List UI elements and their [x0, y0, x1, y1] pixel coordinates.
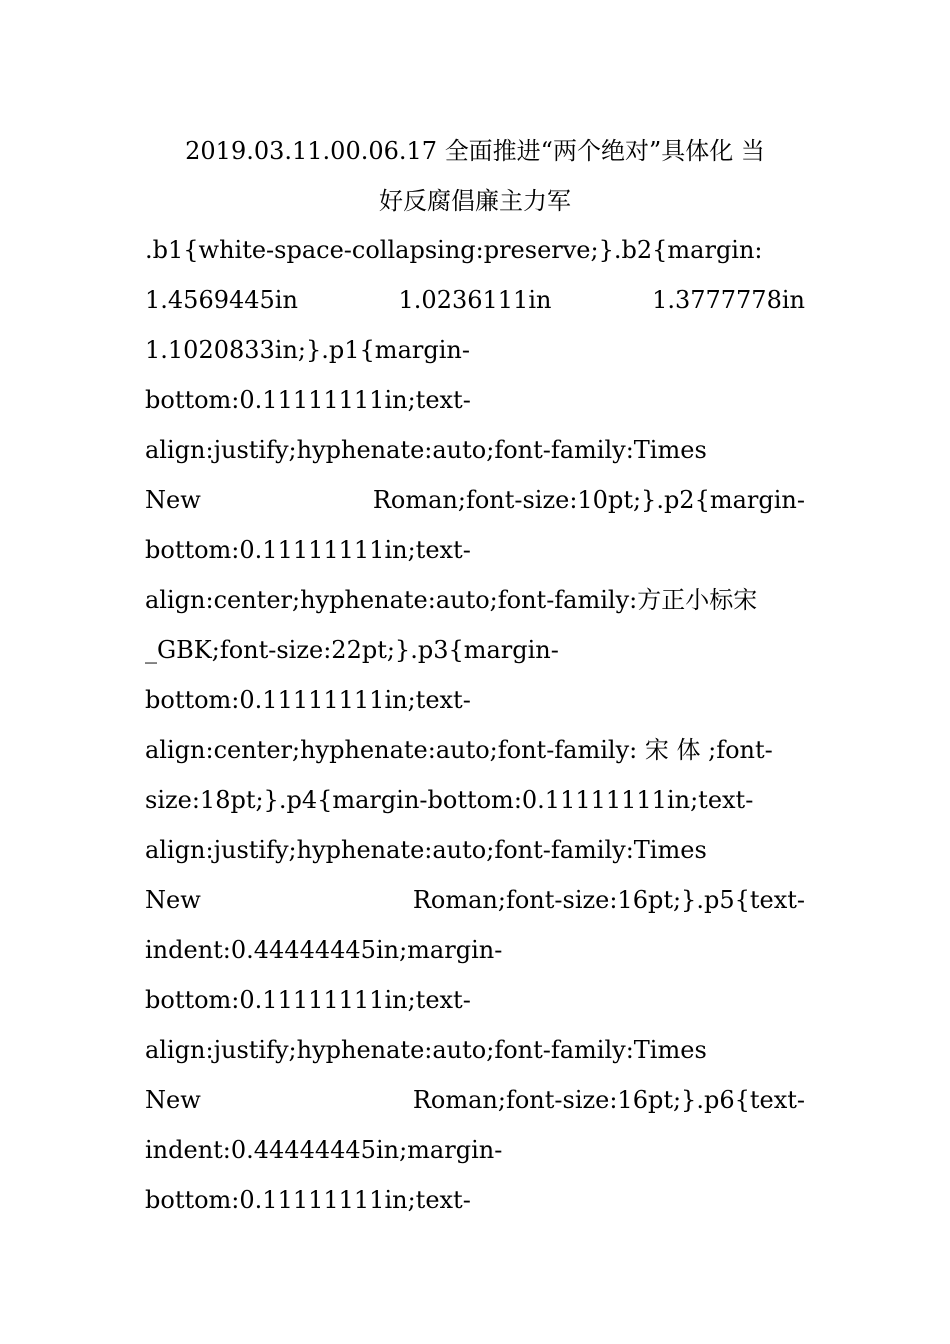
font-name-part-5: New — [145, 1086, 201, 1114]
body-line-18 — [145, 1075, 805, 1125]
body-line-12: size:18pt;}.p4{margin-bottom:0.11111111in;text- — [145, 786, 754, 814]
body-line-14 — [145, 875, 805, 925]
font-name-part-4: Roman;font-size:16pt;}.p5{text- — [412, 886, 805, 914]
body-line-2 — [145, 275, 805, 325]
body-line-6 — [145, 475, 805, 525]
body-line-19: indent:0.44444445in;margin- — [145, 1136, 503, 1164]
body-line-8: align:center;hyphenate:auto;font-family:方正小标宋 — [145, 586, 758, 614]
body-line-7: bottom:0.11111111in;text- — [145, 536, 471, 564]
body-line-20: bottom:0.11111111in;text- — [145, 1186, 471, 1214]
document-title-line-2: 好反腐倡廉主力军 — [379, 187, 571, 215]
body-line-5: align:justify;hyphenate:auto;font-family:Times — [145, 436, 707, 464]
margin-value-3: 1.3777778in — [652, 286, 805, 314]
font-name-part-6: Roman;font-size:16pt;}.p6{text- — [412, 1086, 805, 1114]
document-title-line-1: 2019.03.11.00.06.17 全面推进“两个绝对”具体化 当 — [185, 137, 765, 165]
margin-value-1: 1.4569445in — [145, 286, 298, 314]
margin-value-2: 1.0236111in — [398, 286, 552, 314]
body-line-10: bottom:0.11111111in;text- — [145, 686, 471, 714]
font-name-part-3: New — [145, 886, 201, 914]
body-line-1: .b1{white-space-collapsing:preserve;}.b2{margin: — [145, 236, 763, 264]
font-name-part-2: Roman;font-size:10pt;}.p2{margin- — [372, 486, 805, 514]
font-name-part-1: New — [145, 486, 201, 514]
body-line-4: bottom:0.11111111in;text- — [145, 386, 471, 414]
body-line-9: _GBK;font-size:22pt;}.p3{margin- — [145, 636, 559, 664]
body-line-16: bottom:0.11111111in;text- — [145, 986, 471, 1014]
body-line-13: align:justify;hyphenate:auto;font-family:Times — [145, 836, 707, 864]
body-line-15: indent:0.44444445in;margin- — [145, 936, 503, 964]
body-line-3: 1.1020833in;}.p1{margin- — [145, 336, 470, 364]
body-line-11: align:center;hyphenate:auto;font-family: 宋 体 ;font- — [145, 736, 773, 764]
body-line-17: align:justify;hyphenate:auto;font-family:Times — [145, 1036, 707, 1064]
